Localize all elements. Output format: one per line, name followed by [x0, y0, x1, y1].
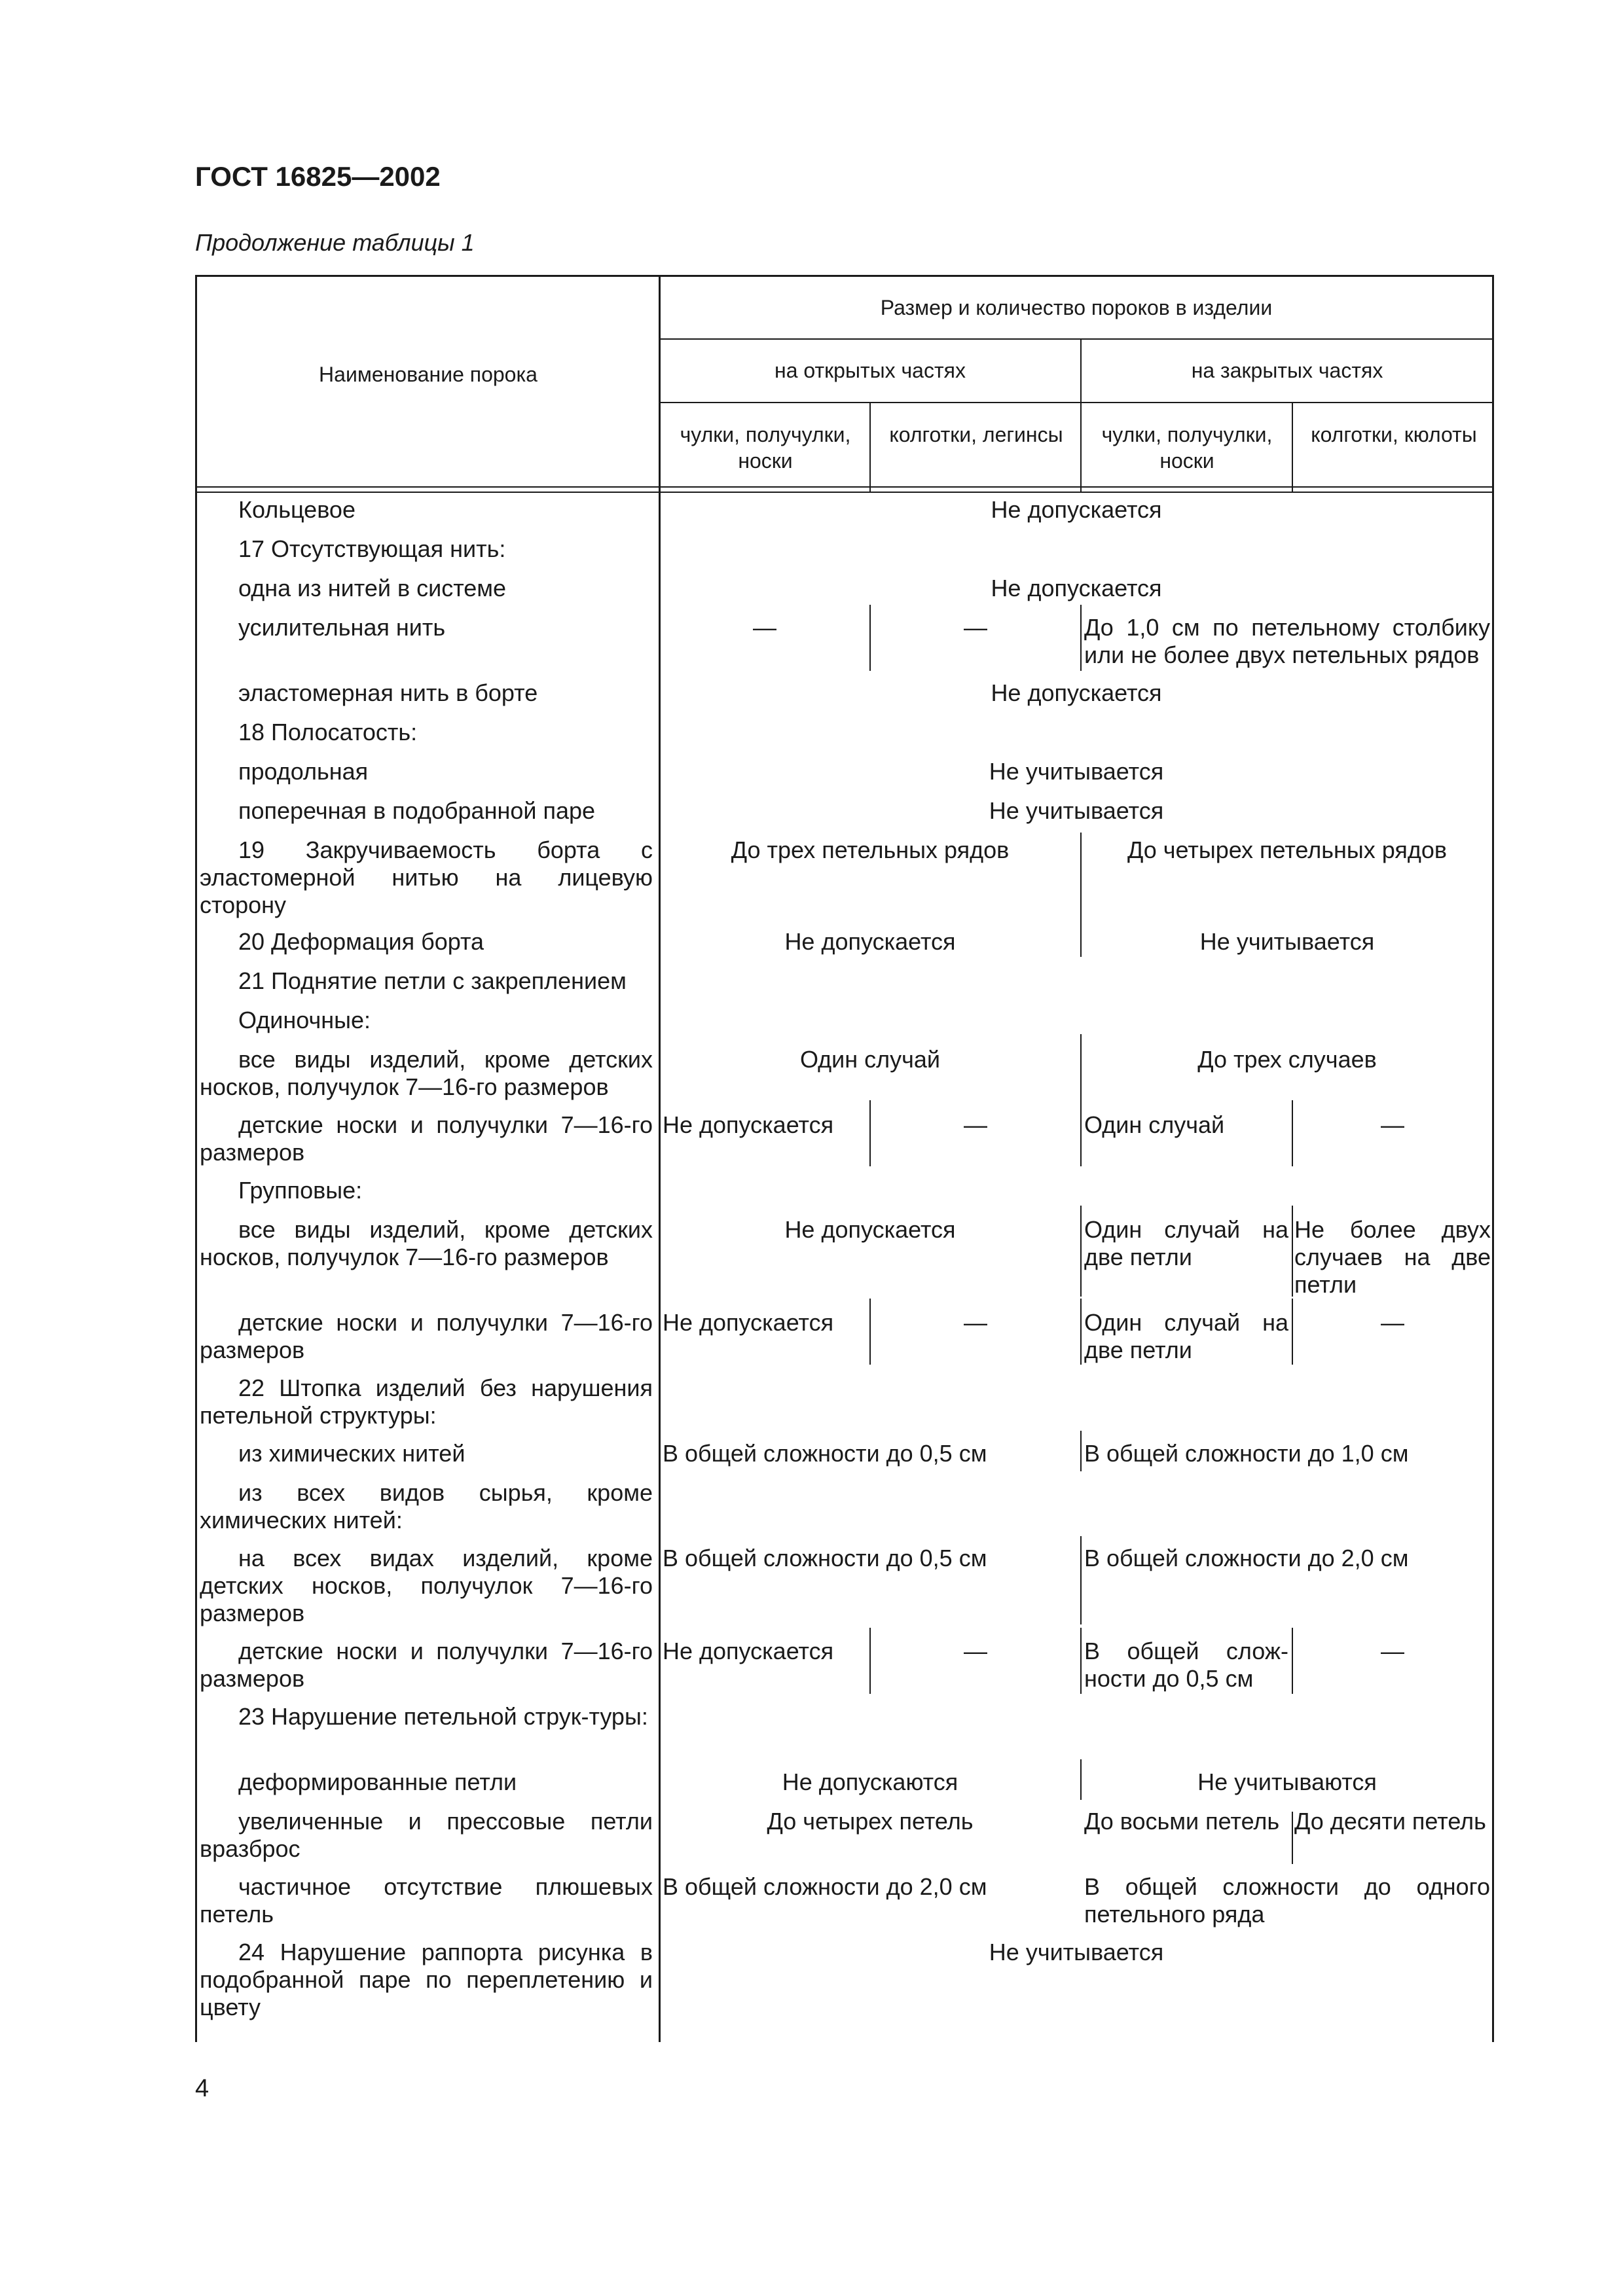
defect-name: 18 Полосатость: — [238, 719, 418, 745]
defect-value: До десяти петель — [1294, 1808, 1486, 1835]
defect-name: частичное отсутствие плюшевых петель — [200, 1873, 653, 1928]
defect-name: одна из нитей в системе — [238, 575, 507, 601]
defect-name: 24 Нарушение раппорта рисунка в подобранной паре по переплетению и цвету — [200, 1939, 653, 2020]
defect-value: Не допускается — [663, 1309, 834, 1336]
defect-name: на всех видах изделий, кроме детских носков, получулок 7—16-го размеров — [200, 1545, 653, 1626]
header-open-closed-divider — [1080, 338, 1082, 493]
defect-value: Не допускается — [663, 1638, 834, 1664]
defect-name: увеличенные и прессовые петли вразброс — [200, 1808, 653, 1862]
defect-value: До четырех петель — [767, 1808, 974, 1835]
table-right-border — [1492, 275, 1494, 2042]
defect-value: В общей сложности до 0,5 см — [663, 1545, 987, 1571]
defect-value: До восьми петель — [1084, 1808, 1280, 1835]
defect-name: из химических нитей — [238, 1440, 465, 1467]
defect-value: — — [964, 1638, 987, 1664]
header-rule-2 — [659, 402, 1494, 403]
row-divider — [1080, 1759, 1082, 1800]
defect-value: — — [964, 1309, 987, 1336]
defect-name: 17 Отсутствующая нить: — [238, 535, 506, 562]
row-divider — [1292, 1299, 1293, 1365]
table-continuation-caption: Продолжение таблицы 1 — [195, 229, 475, 256]
defect-value: — — [753, 614, 776, 641]
row-divider — [869, 1628, 871, 1694]
defect-value: Не учитывается — [989, 1939, 1164, 1965]
defect-value: Один случай — [1084, 1111, 1225, 1138]
header-defect-name: Наименование порока — [319, 363, 538, 386]
defect-value: Один случай на две петли — [1084, 1216, 1288, 1270]
header-col-tights: колготки, легинсы — [889, 423, 1063, 446]
defect-value: В общей слож-ности до 0,5 см — [1084, 1638, 1288, 1692]
defect-value: Один случай — [799, 1046, 941, 1073]
defect-value: — — [964, 614, 987, 641]
defect-value: Не учитывается — [989, 758, 1164, 785]
defect-value: Не учитывается — [989, 797, 1164, 824]
defect-value: Не допускается — [784, 1216, 956, 1243]
defect-name: поперечная в подобранной паре — [238, 797, 596, 824]
defect-value: Не допускается — [991, 496, 1162, 523]
defect-name: Одиночные: — [238, 1007, 371, 1033]
defect-value: Не более двух случаев на две петли — [1294, 1216, 1491, 1298]
defect-value: Не допускается — [663, 1111, 834, 1138]
name-column-divider — [659, 275, 661, 2042]
defect-name: из всех видов сырья, кроме химических нитей: — [200, 1479, 653, 1534]
header-open-parts: на открытых частях — [775, 359, 966, 382]
row-divider — [1080, 1100, 1082, 1166]
header-size-count: Размер и количество пороков в изделии — [880, 296, 1273, 319]
defect-value: Не допускается — [784, 928, 956, 955]
header-col-stockings: чулки, получулки, носки — [680, 423, 851, 473]
defect-name: усилительная нить — [238, 614, 446, 641]
defect-value: До трех случаев — [1197, 1046, 1377, 1073]
defect-value: — — [1381, 1309, 1404, 1336]
row-divider — [869, 1100, 871, 1166]
defect-name: детские носки и получулки 7—16-го размеров — [200, 1638, 653, 1692]
row-divider — [1080, 1536, 1082, 1624]
defect-value: В общей сложности до 1,0 см — [1084, 1440, 1409, 1467]
defect-value: — — [1381, 1638, 1404, 1664]
defect-value: Не учитываются — [1197, 1768, 1377, 1795]
row-divider — [869, 605, 871, 671]
header-col-stockings-closed: чулки, получулки, носки — [1101, 423, 1273, 473]
header-sub-divider-2 — [1292, 402, 1293, 493]
row-divider — [1080, 1034, 1082, 1100]
row-divider — [1080, 1206, 1082, 1297]
defect-value: Не допускается — [991, 575, 1162, 601]
row-divider — [1292, 1100, 1293, 1166]
defect-name: все виды изделий, кроме детских носков, получулок 7—16-го размеров — [200, 1046, 653, 1100]
row-divider — [1080, 833, 1082, 957]
defect-name: Групповые: — [238, 1177, 363, 1204]
table-top-border — [195, 275, 1494, 277]
defect-value: В общей сложности до 2,0 см — [1084, 1545, 1409, 1571]
defect-value: Не допускаются — [782, 1768, 958, 1795]
defect-name: 22 Штопка изделий без нарушения петельной структуры: — [200, 1374, 653, 1429]
defect-value: — — [964, 1111, 987, 1138]
header-col-tights-closed: колготки, кюлоты — [1311, 423, 1477, 446]
defect-value: Один случай на две петли — [1084, 1309, 1288, 1363]
row-divider — [1080, 605, 1082, 671]
row-divider — [1292, 1206, 1293, 1297]
defect-value: Не учитывается — [1199, 928, 1375, 955]
header-rule-1 — [659, 338, 1494, 340]
defect-value: До четырех петельных рядов — [1127, 836, 1448, 863]
defect-name: 21 Поднятие петли с закреплением — [238, 967, 627, 994]
header-sub-divider-1 — [869, 402, 871, 493]
defect-value: Не допускается — [991, 679, 1162, 706]
defect-value: В общей сложности до 0,5 см — [663, 1440, 987, 1467]
defect-name: все виды изделий, кроме детских носков, получулок 7—16-го размеров — [200, 1216, 653, 1270]
defect-name: 20 Деформация борта — [238, 928, 484, 955]
defect-name: эластомерная нить в борте — [238, 679, 538, 706]
defect-name: продольная — [238, 758, 369, 785]
row-divider — [869, 1299, 871, 1365]
defect-name: детские носки и получулки 7—16-го размеров — [200, 1309, 653, 1363]
row-divider — [1080, 1299, 1082, 1365]
defect-name: Кольцевое — [238, 496, 356, 523]
row-divider — [1080, 1431, 1082, 1471]
row-divider — [1292, 1628, 1293, 1694]
defect-value: В общей сложности до одного петельного ряда — [1084, 1873, 1490, 1928]
defect-name: детские носки и получулки 7—16-го размеров — [200, 1111, 653, 1166]
header-closed-parts: на закрытых частях — [1191, 359, 1383, 382]
defect-value: В общей сложности до 2,0 см — [663, 1873, 987, 1900]
defect-name: 23 Нарушение петельной струк-туры: — [238, 1703, 648, 1730]
defect-value: — — [1381, 1111, 1404, 1138]
defect-name: 19 Закручиваемость борта с эластомерной нитью на лицевую сторону — [200, 836, 653, 918]
document-title: ГОСТ 16825—2002 — [195, 161, 441, 192]
header-bottom-rule — [195, 486, 1494, 488]
row-divider — [1080, 1628, 1082, 1694]
table-left-border — [195, 275, 197, 2042]
defect-value: До 1,0 см по петельному столбику или не более двух петельных рядов — [1084, 614, 1490, 668]
header-bottom-rule-double — [195, 492, 1494, 493]
page-number: 4 — [195, 2075, 210, 2102]
defect-name: деформированные петли — [238, 1768, 517, 1795]
defect-value: До трех петельных рядов — [731, 836, 1010, 863]
row-divider — [1292, 1812, 1293, 1864]
